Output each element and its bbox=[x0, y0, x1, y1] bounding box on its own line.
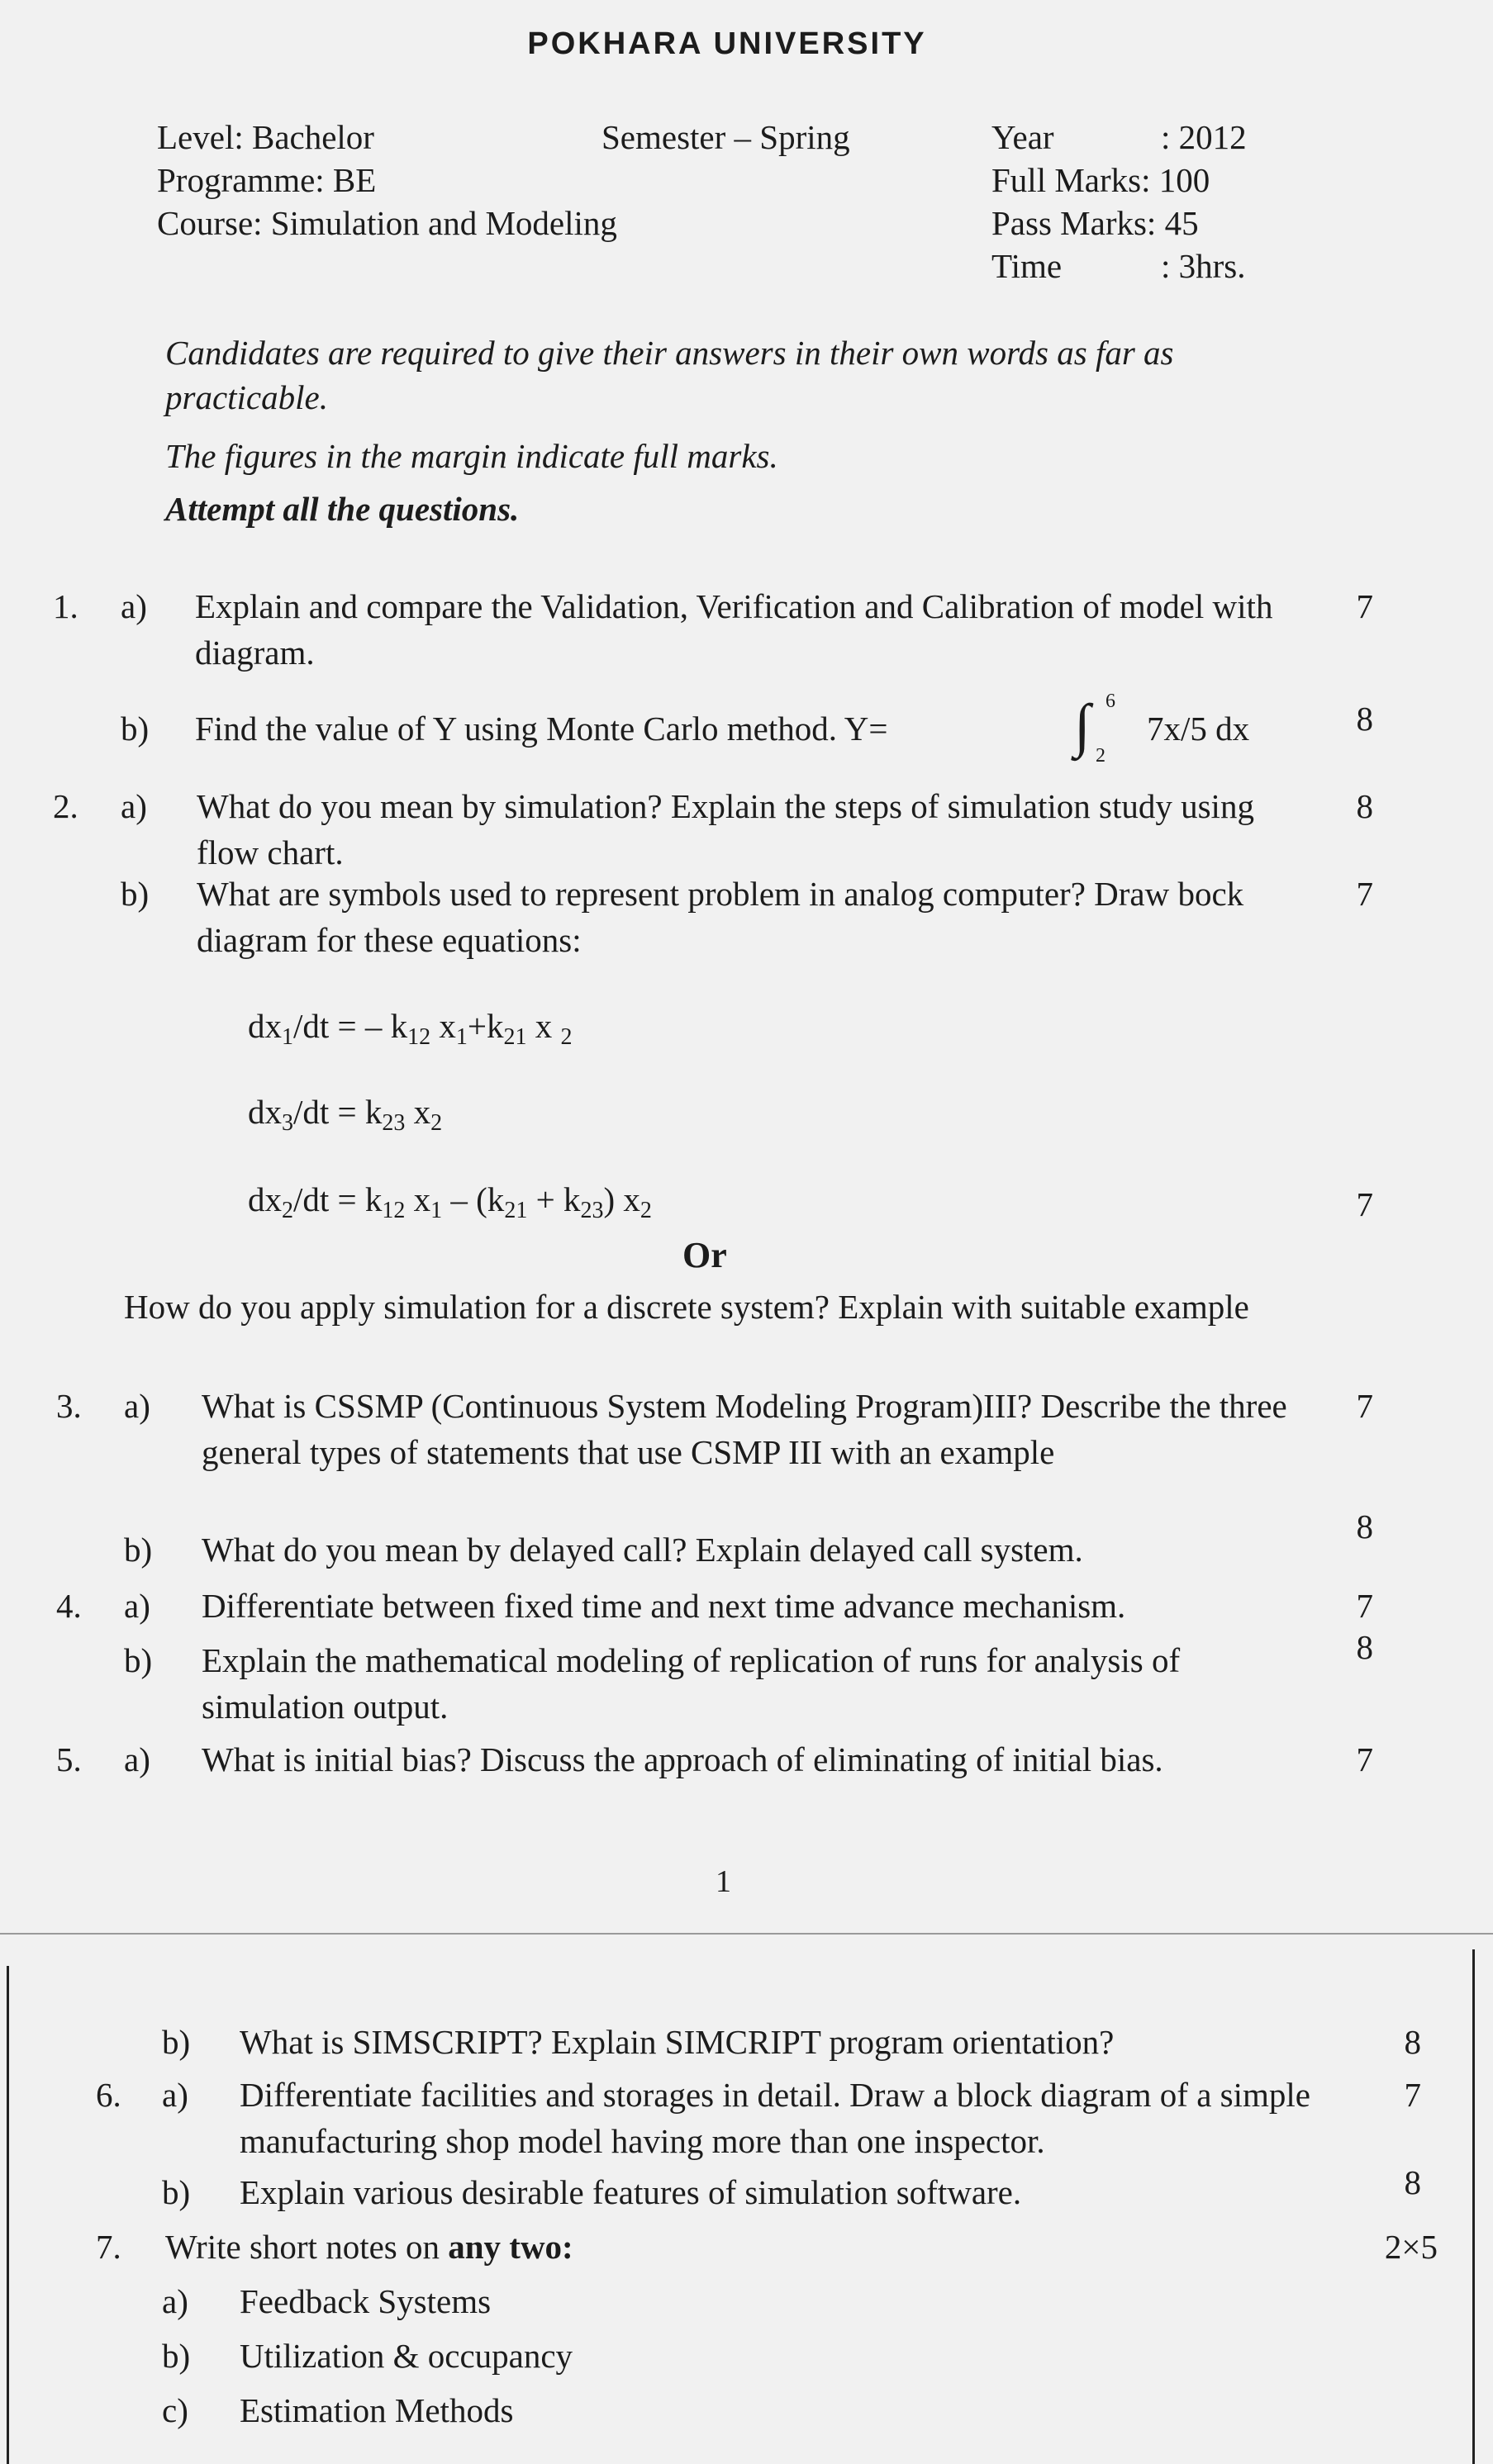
instruction-line-1: Candidates are required to give their answers in their own words as far as practicable. bbox=[165, 334, 1174, 416]
q3a-marks: 7 bbox=[1356, 1387, 1373, 1425]
course-text: Course: Simulation and Modeling bbox=[157, 204, 617, 242]
equation-1: $dx_1/dt$ = – $k_{12}$ $x_1+k_{21}$ x $_2$ bbox=[248, 1007, 573, 1050]
q6b-label: b) bbox=[162, 2173, 191, 2211]
q7a-text: Feedback Systems bbox=[240, 2282, 492, 2320]
q7-text: Write short notes on any two: bbox=[165, 2228, 573, 2266]
q3-number: 3. bbox=[56, 1387, 82, 1425]
page-separator bbox=[0, 1933, 1493, 1935]
or-separator: Or bbox=[682, 1235, 727, 1275]
pass-marks-text: Pass Marks: 45 bbox=[991, 204, 1199, 242]
q2a-text: What do you mean by simulation? Explain the steps of simulation study using flow chart. bbox=[197, 787, 1254, 871]
q7-number: 7. bbox=[96, 2228, 121, 2266]
q2-or-marks: 7 bbox=[1356, 1185, 1373, 1223]
semester-text: Semester – Spring bbox=[601, 118, 850, 156]
q7-marks: 2×5 bbox=[1384, 2228, 1438, 2266]
scan-border-left bbox=[7, 1966, 9, 2464]
level-text: Level: Bachelor bbox=[157, 118, 374, 156]
integral-lower-limit: 2 bbox=[1096, 745, 1105, 767]
q2b-text: What are symbols used to represent problem in analog computer? Draw bock diagram for these equations: bbox=[197, 875, 1244, 959]
integral-sign: ∫ bbox=[1074, 692, 1091, 758]
q4a-marks: 7 bbox=[1356, 1587, 1373, 1625]
time-label: Time bbox=[991, 247, 1063, 285]
q5-number: 5. bbox=[56, 1740, 82, 1778]
year-label: Year bbox=[991, 118, 1054, 156]
university-title: POKHARA UNIVERSITY bbox=[527, 26, 927, 61]
q4b-label: b) bbox=[124, 1641, 153, 1679]
q1b-marks: 8 bbox=[1356, 700, 1373, 738]
q6a-marks: 7 bbox=[1404, 2076, 1421, 2114]
equation-2: $dx_3/dt = k_{23}$ $x_2$ bbox=[248, 1093, 443, 1136]
q5b-text: What is SIMSCRIPT? Explain SIMCRIPT program orientation? bbox=[240, 2023, 1115, 2061]
q2b-label: b) bbox=[121, 875, 150, 913]
q4-number: 4. bbox=[56, 1587, 82, 1625]
q5b-marks: 8 bbox=[1404, 2023, 1421, 2061]
q7c-label: c) bbox=[162, 2391, 188, 2429]
q2a-label: a) bbox=[121, 787, 147, 825]
q7b-label: b) bbox=[162, 2337, 191, 2375]
q3b-label: b) bbox=[124, 1531, 153, 1569]
q5a-label: a) bbox=[124, 1740, 150, 1778]
q1b-label: b) bbox=[121, 710, 150, 748]
q7c-text: Estimation Methods bbox=[240, 2391, 514, 2429]
q6b-text: Explain various desirable features of simulation software. bbox=[240, 2173, 1022, 2211]
q4a-label: a) bbox=[124, 1587, 150, 1625]
q3a-label: a) bbox=[124, 1387, 150, 1425]
q3b-text: What do you mean by delayed call? Explain delayed call system. bbox=[202, 1531, 1083, 1569]
q1a-label: a) bbox=[121, 587, 147, 625]
q5a-text: What is initial bias? Discuss the approach of eliminating of initial bias. bbox=[202, 1740, 1163, 1778]
q2a-marks: 8 bbox=[1356, 787, 1373, 825]
q1b-text: Find the value of Y using Monte Carlo method. Y= bbox=[195, 710, 888, 748]
q3b-marks: 8 bbox=[1356, 1507, 1373, 1545]
instruction-line-3: Attempt all the questions. bbox=[165, 490, 520, 528]
instruction-line-2: The figures in the margin indicate full marks. bbox=[165, 437, 778, 475]
q1a-marks: 7 bbox=[1356, 587, 1373, 625]
q6b-marks: 8 bbox=[1404, 2163, 1421, 2201]
q5a-marks: 7 bbox=[1356, 1740, 1373, 1778]
q6a-text: Differentiate facilities and storages in detail. Draw a block diagram of a simple manufacturing shop model having more than one inspector. bbox=[240, 2076, 1310, 2160]
programme-text: Programme: BE bbox=[157, 161, 377, 199]
q4b-marks: 8 bbox=[1356, 1628, 1373, 1666]
page-number: 1 bbox=[716, 1864, 731, 1899]
q1a-text: Explain and compare the Validation, Verification and Calibration of model with diagram. bbox=[195, 587, 1273, 672]
q6a-label: a) bbox=[162, 2076, 188, 2114]
time-value: : 3hrs. bbox=[1161, 247, 1246, 285]
q7a-label: a) bbox=[162, 2282, 188, 2320]
full-marks-text: Full Marks: 100 bbox=[991, 161, 1210, 199]
scan-border-right bbox=[1472, 1949, 1475, 2464]
q6-number: 6. bbox=[96, 2076, 121, 2114]
integrand-text: 7x/5 dx bbox=[1147, 710, 1250, 748]
q2-or-text: How do you apply simulation for a discrete system? Explain with suitable example bbox=[124, 1288, 1249, 1326]
q2-number: 2. bbox=[53, 787, 78, 825]
q5b-label: b) bbox=[162, 2023, 191, 2061]
integral-upper-limit: 6 bbox=[1105, 691, 1115, 712]
q2b-marks: 7 bbox=[1356, 875, 1373, 913]
equation-3: $dx_2/dt = k_{12}$ $x_1 - (k_{21} + k_{23})$ $x_2$ bbox=[248, 1180, 652, 1223]
q3a-text: What is CSSMP (Continuous System Modeling Program)III? Describe the three general types of statements that use CSMP III with an example bbox=[202, 1387, 1287, 1471]
q7b-text: Utilization & occupancy bbox=[240, 2337, 573, 2375]
q4a-text: Differentiate between fixed time and next time advance mechanism. bbox=[202, 1587, 1126, 1625]
year-value: : 2012 bbox=[1161, 118, 1247, 156]
q4b-text: Explain the mathematical modeling of replication of runs for analysis of simulation output. bbox=[202, 1641, 1181, 1726]
q1-number: 1. bbox=[53, 587, 78, 625]
